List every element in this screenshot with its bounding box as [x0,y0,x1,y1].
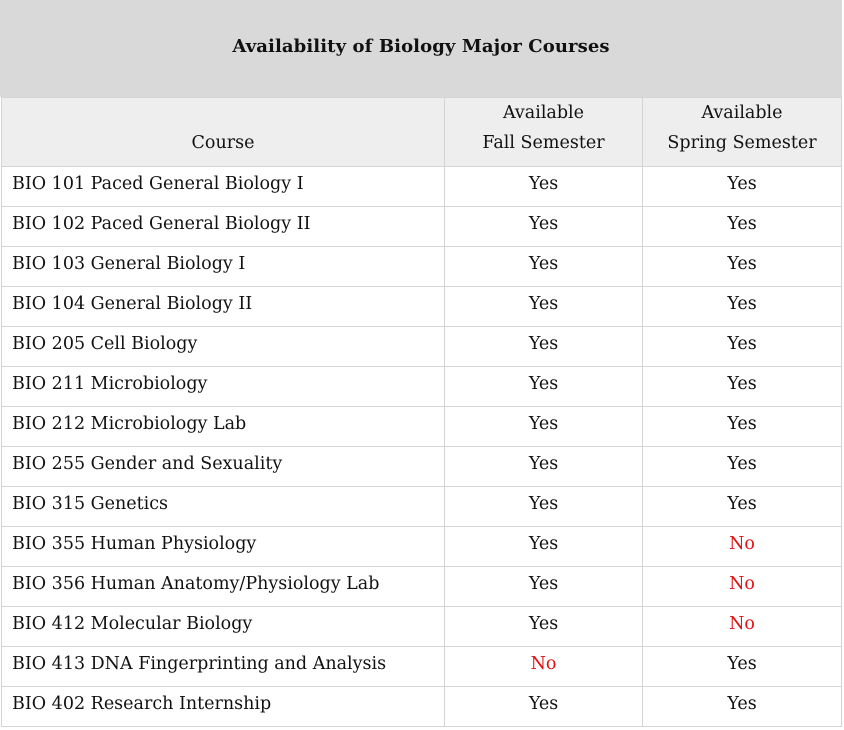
spring-availability-cell: Yes [643,487,842,527]
spring-header-line2: Spring Semester [667,133,817,153]
fall-availability-cell: Yes [445,167,643,207]
spring-column-header [643,98,842,167]
spring-availability-cell: No [643,567,842,607]
fall-availability-cell: Yes [445,407,643,447]
fall-header-line1: Available [502,103,585,123]
fall-availability-cell: Yes [445,327,643,367]
table-row [2,447,842,487]
fall-availability-cell: Yes [445,367,643,407]
table-row [2,367,842,407]
course-cell: BIO 104 General Biology II [2,287,445,327]
table-row [2,247,842,287]
spring-availability-cell: Yes [643,247,842,287]
spring-availability-cell: No [643,607,842,647]
table-row [2,167,842,207]
course-cell: BIO 102 Paced General Biology II [2,207,445,247]
course-cell: BIO 402 Research Internship [2,687,445,727]
table-row [2,487,842,527]
fall-availability-cell: Yes [445,527,643,567]
spring-availability-cell: Yes [643,207,842,247]
table-row [2,687,842,727]
spring-availability-cell: Yes [643,407,842,447]
spring-header-line1: Available [701,103,783,123]
course-cell: BIO 355 Human Physiology [2,527,445,567]
course-cell: BIO 103 General Biology I [2,247,445,287]
course-cell: BIO 211 Microbiology [2,367,445,407]
course-cell: BIO 412 Molecular Biology [2,607,445,647]
table-row [2,607,842,647]
course-cell: BIO 255 Gender and Sexuality [2,447,445,487]
fall-availability-cell: Yes [445,287,643,327]
course-cell: BIO 356 Human Anatomy/Physiology Lab [2,567,445,607]
table-title: Availability of Biology Major Courses [232,36,610,57]
spring-availability-cell: Yes [643,367,842,407]
table-body [2,167,842,727]
spring-availability-cell: Yes [643,687,842,727]
course-cell: BIO 315 Genetics [2,487,445,527]
header-row [2,98,842,167]
table-row [2,287,842,327]
fall-availability-cell: Yes [445,447,643,487]
fall-column-header [445,98,643,167]
table-row [2,527,842,567]
spring-availability-cell: Yes [643,647,842,687]
course-header-label: Course [191,133,255,153]
table-row [2,407,842,447]
course-availability-table [1,97,842,727]
spring-availability-cell: Yes [643,287,842,327]
course-cell: BIO 205 Cell Biology [2,327,445,367]
table-row [2,327,842,367]
fall-availability-cell: Yes [445,687,643,727]
course-cell: BIO 413 DNA Fingerprinting and Analysis [2,647,445,687]
fall-availability-cell: Yes [445,207,643,247]
spring-availability-cell: Yes [643,167,842,207]
fall-availability-cell: No [445,647,643,687]
table-row [2,207,842,247]
table-row [2,567,842,607]
table-caption [0,0,842,97]
fall-availability-cell: Yes [445,567,643,607]
spring-availability-cell: Yes [643,447,842,487]
course-cell: BIO 212 Microbiology Lab [2,407,445,447]
fall-availability-cell: Yes [445,247,643,287]
course-column-header [2,98,445,167]
table-row [2,647,842,687]
fall-availability-cell: Yes [445,487,643,527]
spring-availability-cell: Yes [643,327,842,367]
spring-availability-cell: No [643,527,842,567]
course-cell: BIO 101 Paced General Biology I [2,167,445,207]
fall-header-line2: Fall Semester [482,133,605,153]
fall-availability-cell: Yes [445,607,643,647]
